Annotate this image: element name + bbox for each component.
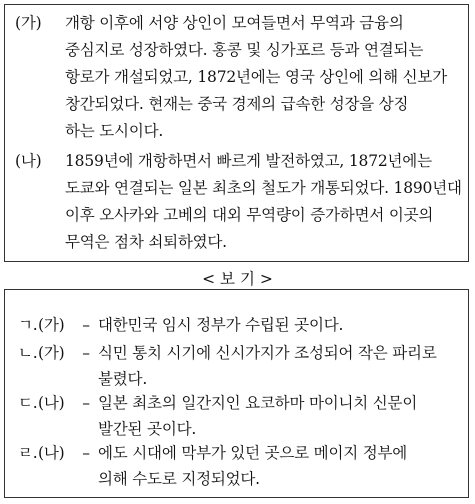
- passage-na-line: 무역은 점차 쇠퇴하였다.: [65, 233, 227, 251]
- passage-ga-mark: (가): [15, 14, 42, 32]
- choice-dash: –: [82, 316, 90, 334]
- passage-ga-line: 중심지로 성장하였다. 홍콩 및 싱가포르 등과 연결되는: [65, 41, 424, 59]
- passage-ga-line: 하는 도시이다.: [65, 122, 164, 140]
- choice-line: 에도 시대에 막부가 있던 곳으로 메이지 정부에: [98, 444, 408, 462]
- choice-line: 발간된 곳이다.: [98, 420, 197, 438]
- passage-na-line: 도쿄와 연결되는 일본 최초의 철도가 개통되었다. 1890년대: [65, 179, 462, 197]
- passage-ga: [15, 10, 469, 145]
- choice-key: ㄴ.: [18, 344, 38, 362]
- passage-na-line: 1859년에 개항하면서 빠르게 발전하였고, 1872년에는: [65, 152, 432, 170]
- choice-text: [98, 340, 469, 392]
- passage-na-text: [65, 148, 469, 256]
- choice-ref: (나): [38, 444, 65, 462]
- passage-na: [15, 148, 469, 256]
- choice-line: 대한민국 임시 정부가 수립된 곳이다.: [98, 316, 344, 334]
- passage-ga-line: 개항 이후에 서양 상인이 모여들면서 무역과 금융의: [65, 14, 404, 32]
- choice-line: 일본 최초의 일간지인 요코하마 마이니치 신문이: [98, 394, 418, 412]
- choice-line: 불렸다.: [98, 370, 148, 388]
- choice-ref: (나): [38, 394, 65, 412]
- bogi-title-text: < 보 기 >: [198, 270, 277, 288]
- choice-text: [98, 440, 469, 492]
- passage-na-line: 이후 오사카와 고베의 대외 무역량이 증가하면서 이곳의: [65, 206, 434, 224]
- passage-ga-line: 항로가 개설되었고, 1872년에는 영국 상인에 의해 신보가: [65, 68, 447, 86]
- choice-item: [18, 440, 469, 492]
- choice-dash: –: [82, 344, 90, 362]
- choice-item: [18, 390, 469, 442]
- choice-key: ㄹ.: [18, 444, 38, 462]
- passage-ga-text: [65, 10, 469, 145]
- choice-ref: (가): [38, 344, 65, 362]
- choice-text: [98, 390, 469, 442]
- choice-key: ㄱ.: [18, 316, 38, 334]
- choice-key: ㄷ.: [18, 394, 38, 412]
- passage-na-mark: (나): [15, 152, 42, 170]
- choice-line: 식민 통치 시기에 신시가지가 조성되어 작은 파리로: [98, 344, 437, 362]
- bogi-title: [0, 268, 475, 290]
- passage-ga-line: 창간되었다. 현재는 중국 경제의 급속한 성장을 상징: [65, 95, 409, 113]
- choice-item: [18, 340, 469, 392]
- choice-ref: (가): [38, 316, 65, 334]
- choice-item: [18, 312, 469, 338]
- choice-dash: –: [82, 444, 90, 462]
- choice-dash: –: [82, 394, 90, 412]
- choice-line: 의해 수도로 지정되었다.: [98, 470, 260, 488]
- choice-text: [98, 312, 469, 338]
